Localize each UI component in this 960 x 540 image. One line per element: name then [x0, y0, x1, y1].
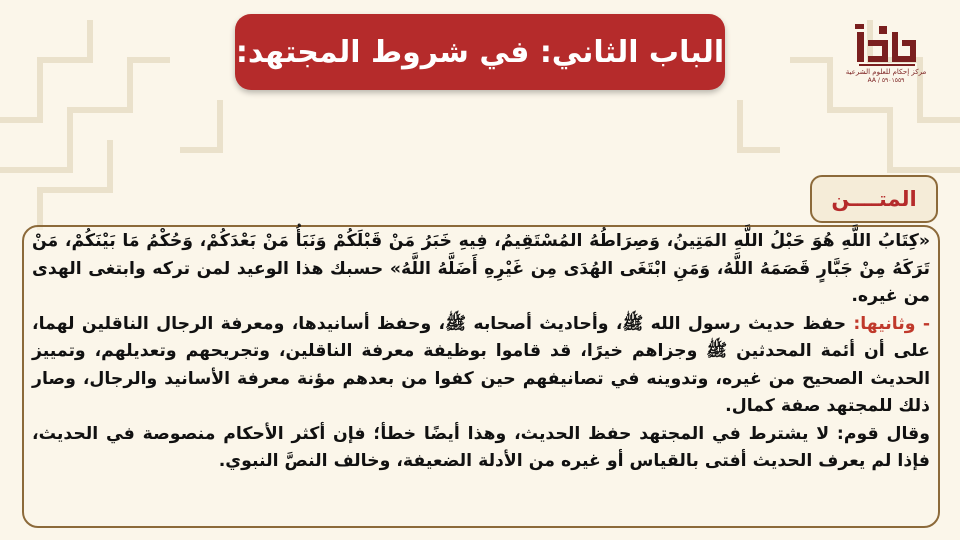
section-label: المتــــن [831, 187, 917, 211]
paragraph-2-body: حفظ حديث رسول الله ﷺ، وأحاديث أصحابه ﷺ، وحفظ أسانيدها، ومعرفة الرجال الناقلين لهما، على أن أئمة المحدثين ﷺ وجزاهم خيرًا، قد قاموا بوظيفة معرفة الناقلين، وتجريحهم وتعديلهم، وتمييز الحديث الصحيح من غيره، وتدوينه في تصانيفهم حين كفوا من بعدهم مؤنة معرفة الأسانيد والرجال، وصار ذلك للمجتهد صفة كمال. [32, 313, 930, 416]
paragraph-2 [32, 311, 930, 421]
paragraph-2-lead: - وثانيها: [853, 313, 930, 334]
matn-text [32, 228, 930, 476]
paragraph-1: «كِتَابُ اللَّهِ هُوَ حَبْلُ اللَّهِ المَتِينُ، وَصِرَاطُهُ المُسْتَقِيمُ، فِيهِ خَبَرُ مَنْ قَبْلَكُمْ وَنَبَأُ مَنْ بَعْدَكُمْ، وَحُكْمُ مَا بَيْنَكُمْ، مَنْ تَرَكَهُ مِنْ جَبَّارٍ قَصَمَهُ اللَّهُ، وَمَنِ ابْتَغَى الهُدَى مِن غَيْرِهِ أَضَلَّهُ اللَّهُ» حسبك هذا الوعيد لمن تركه وابتغى الهدى من غيره. [32, 231, 930, 306]
section-label-box [810, 175, 938, 223]
logo-subtitle: مركز إحكام للعلوم الشرعية [845, 68, 927, 76]
paragraph-3: وقال قوم: لا يشترط في المجتهد حفظ الحديث، وهذا أيضًا خطأ؛ فإن أكثر الأحكام منصوصة في الحديث، فإذا لم يعرف الحديث أفتى بالقياس أو غيره من الأدلة الضعيفة، وخالف النصَّ النبوي. [32, 423, 930, 471]
logo [845, 22, 927, 96]
title-banner [235, 14, 725, 90]
page-title: الباب الثاني: في شروط المجتهد: [235, 34, 725, 70]
ihkam-logo-icon [851, 22, 921, 68]
logo-number: AA / ٥٩٠١٥٥٩ [867, 77, 905, 84]
